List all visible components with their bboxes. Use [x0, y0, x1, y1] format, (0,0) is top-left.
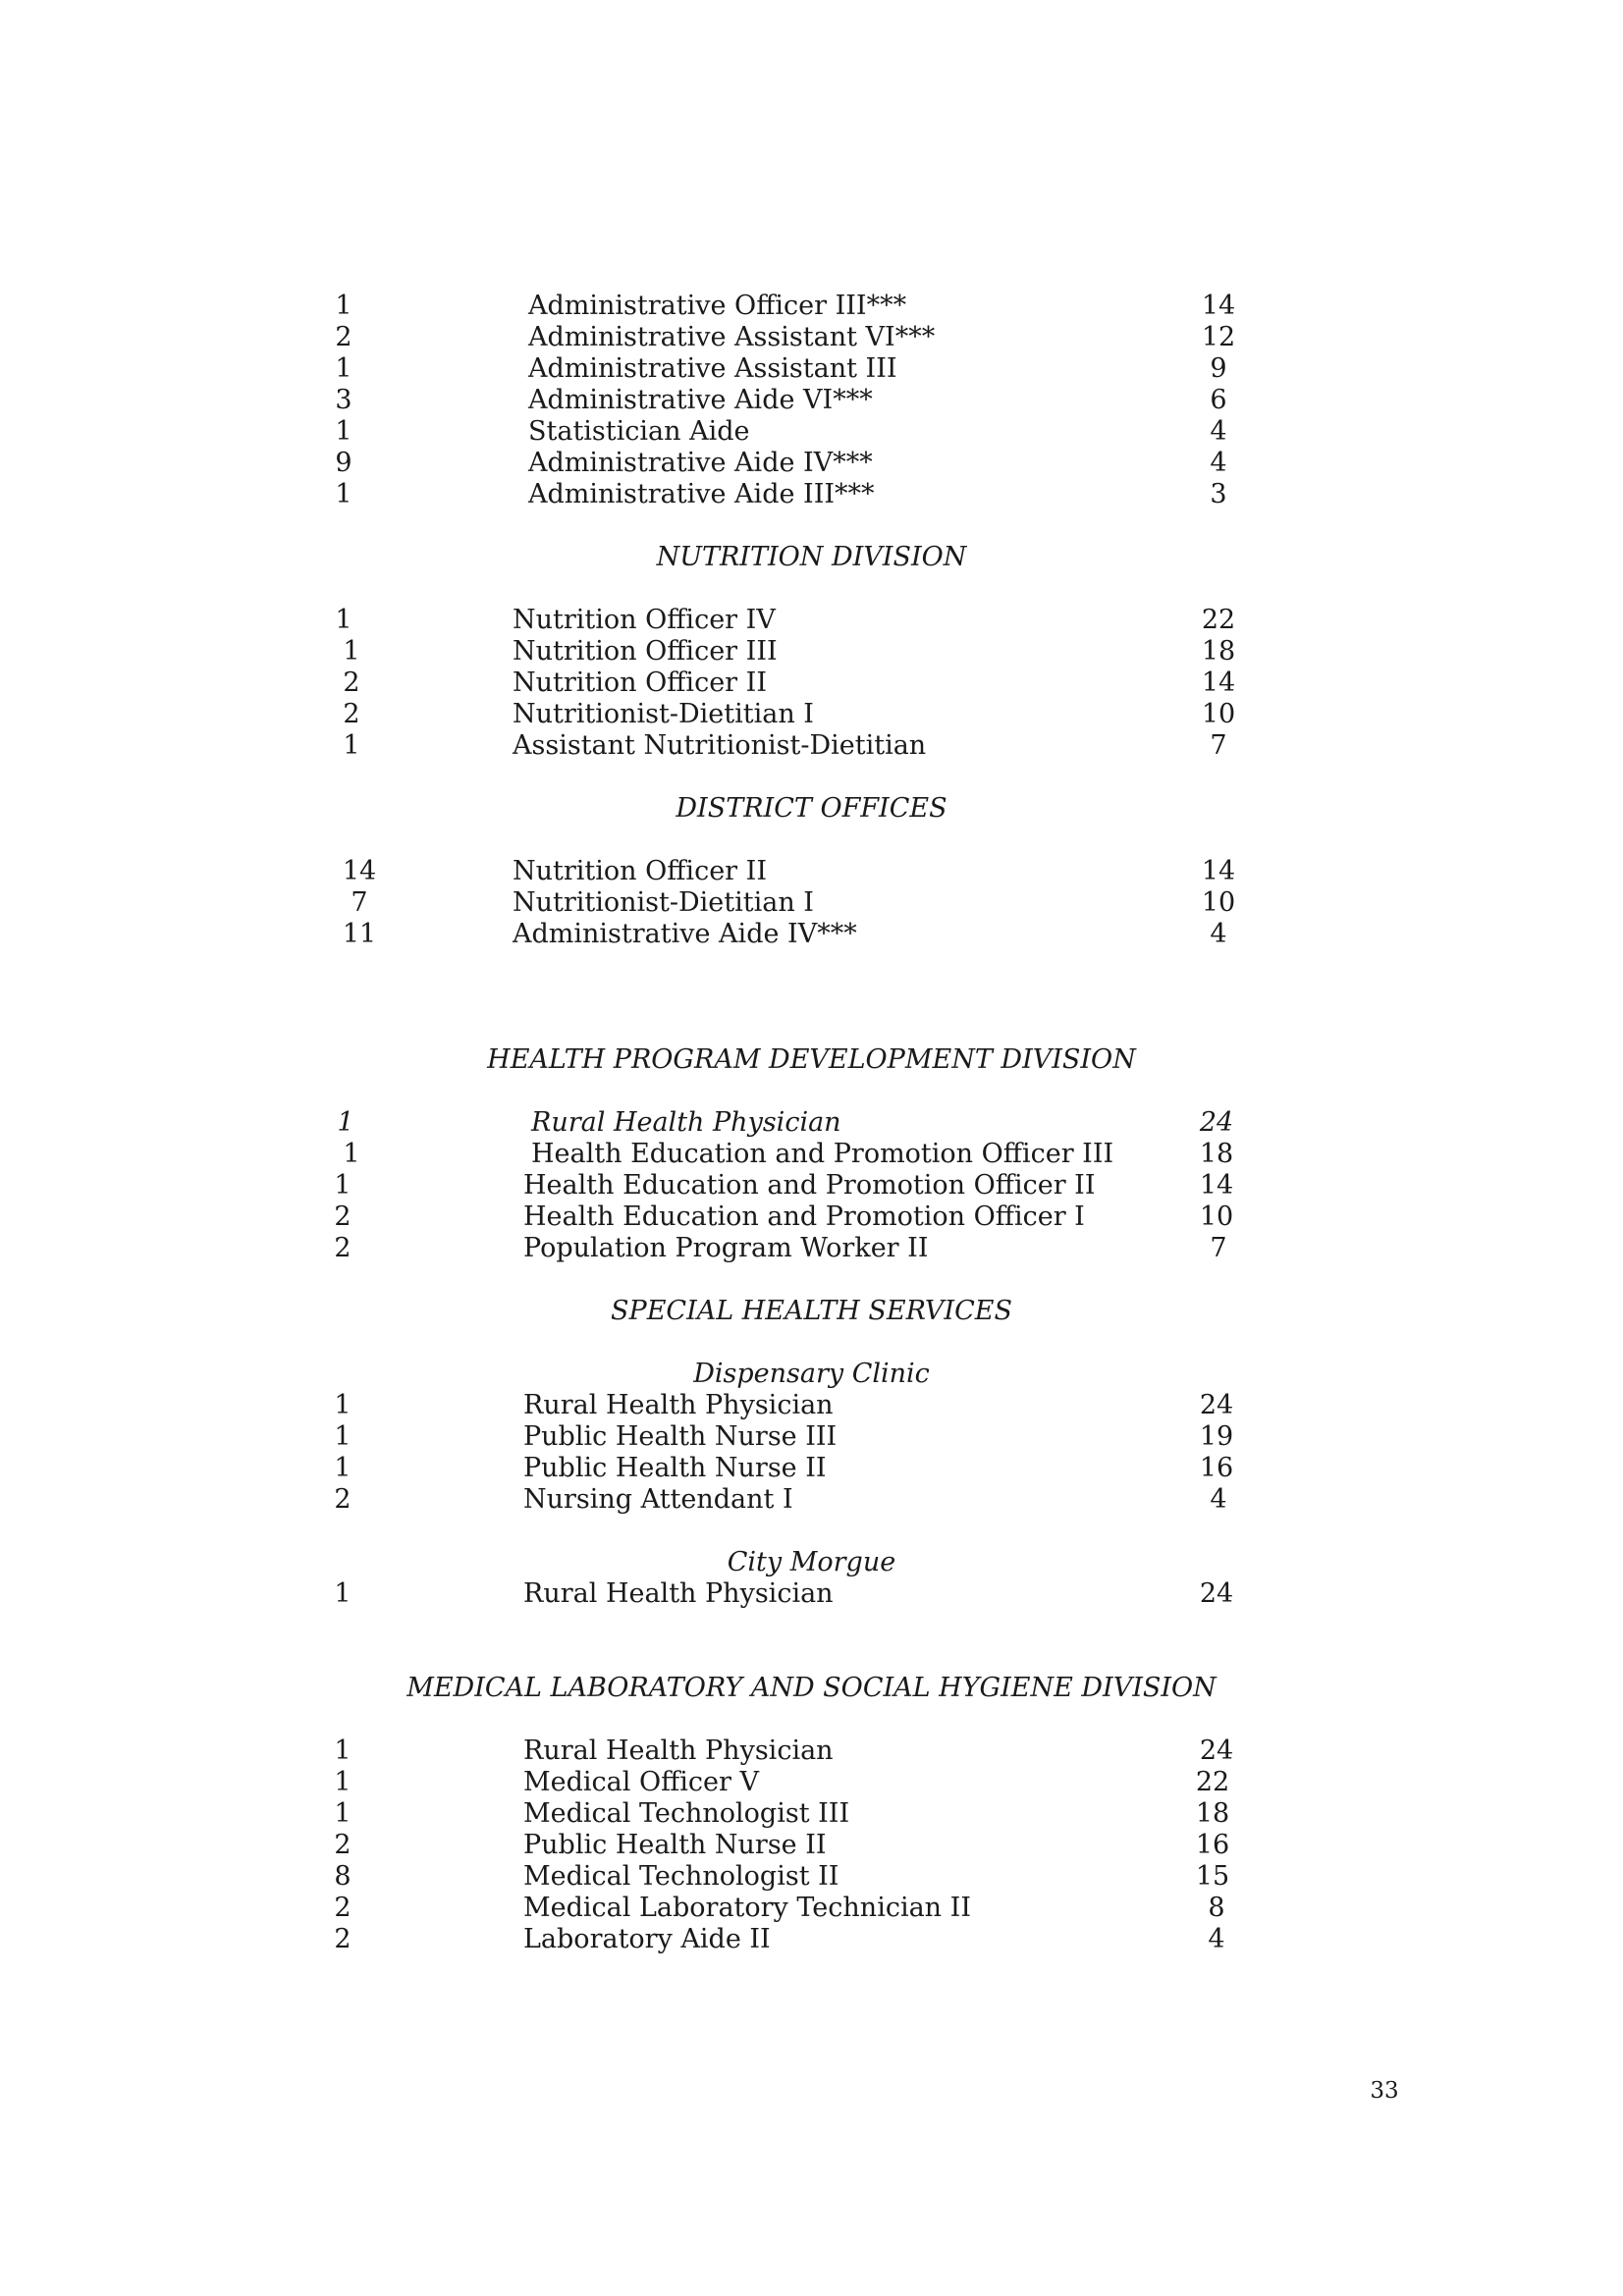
salary-grade: 24 — [1199, 1107, 1234, 1138]
salary-grade: 24 — [1199, 1390, 1234, 1420]
salary-grade: 4 — [1210, 416, 1227, 447]
position-title: Nutrition Officer IV — [513, 605, 776, 635]
salary-grade: 16 — [1195, 1830, 1230, 1860]
position-title: Rural Health Physician — [523, 1735, 834, 1766]
position-title: Nutrition Officer II — [513, 856, 767, 886]
quantity: 1 — [335, 479, 352, 509]
quantity: 7 — [351, 887, 368, 918]
position-title: Nutritionist-Dietitian I — [513, 887, 814, 918]
salary-grade: 12 — [1201, 322, 1236, 352]
position-title: Public Health Nurse II — [523, 1453, 827, 1483]
salary-grade: 10 — [1199, 1201, 1234, 1232]
table-row — [0, 1421, 1623, 1453]
table-row — [0, 1578, 1623, 1610]
quantity: 1 — [334, 1798, 352, 1829]
table-row — [0, 385, 1623, 416]
salary-grade: 4 — [1210, 1484, 1227, 1515]
quantity: 1 — [343, 636, 360, 667]
position-title: Assistant Nutritionist-Dietitian — [513, 730, 927, 761]
salary-grade: 8 — [1208, 1893, 1225, 1923]
quantity: 1 — [337, 1107, 354, 1138]
quantity: 2 — [334, 1830, 352, 1860]
table-row — [0, 291, 1623, 322]
salary-grade: 14 — [1201, 856, 1236, 886]
subsection-heading-city-morgue: City Morgue — [727, 1547, 896, 1577]
quantity: 1 — [334, 1767, 352, 1797]
subsection-heading-dispensary-clinic: Dispensary Clinic — [693, 1359, 930, 1389]
position-title: Administrative Aide VI*** — [528, 385, 873, 415]
quantity: 1 — [334, 1421, 352, 1452]
quantity: 1 — [343, 730, 360, 761]
table-row — [0, 1170, 1623, 1201]
position-title: Administrative Aide IV*** — [513, 919, 857, 949]
quantity: 2 — [334, 1233, 352, 1263]
table-row — [0, 1484, 1623, 1516]
table-row — [0, 416, 1623, 448]
position-title: Administrative Assistant III — [528, 353, 897, 384]
quantity: 1 — [335, 353, 352, 384]
salary-grade: 6 — [1210, 385, 1227, 415]
table-row — [0, 730, 1623, 762]
quantity: 9 — [335, 448, 352, 478]
table-row — [0, 1830, 1623, 1861]
quantity: 3 — [335, 385, 352, 415]
salary-grade: 7 — [1210, 730, 1227, 761]
salary-grade: 22 — [1195, 1767, 1230, 1797]
position-title: Medical Officer V — [523, 1767, 760, 1797]
section-heading-special-health-services: SPECIAL HEALTH SERVICES — [611, 1296, 1012, 1326]
table-row — [0, 667, 1623, 699]
salary-grade: 24 — [1199, 1578, 1234, 1609]
quantity: 2 — [343, 699, 360, 729]
position-title: Medical Laboratory Technician II — [523, 1893, 971, 1923]
salary-grade: 4 — [1210, 919, 1227, 949]
salary-grade: 14 — [1199, 1170, 1234, 1201]
position-title: Public Health Nurse III — [523, 1421, 838, 1452]
quantity: 1 — [334, 1578, 352, 1609]
section-heading-medical-laboratory-division: MEDICAL LABORATORY AND SOCIAL HYGIENE DIVISION — [406, 1673, 1217, 1703]
table-row — [0, 1390, 1623, 1421]
table-row — [0, 919, 1623, 950]
position-title: Public Health Nurse II — [523, 1830, 827, 1860]
position-title: Health Education and Promotion Officer III — [531, 1139, 1114, 1169]
position-title: Administrative Assistant VI*** — [528, 322, 936, 352]
position-title: Rural Health Physician — [531, 1107, 841, 1138]
table-row — [0, 605, 1623, 636]
table-row — [0, 1893, 1623, 1924]
quantity: 11 — [342, 919, 377, 949]
position-title: Statistician Aide — [528, 416, 750, 447]
quantity: 2 — [334, 1893, 352, 1923]
position-title: Medical Technologist III — [523, 1798, 850, 1829]
salary-grade: 18 — [1195, 1798, 1230, 1829]
section-heading-nutrition-division: NUTRITION DIVISION — [656, 542, 967, 572]
quantity: 14 — [342, 856, 377, 886]
table-row — [0, 353, 1623, 385]
position-title: Nursing Attendant I — [523, 1484, 793, 1515]
quantity: 2 — [334, 1924, 352, 1954]
salary-grade: 10 — [1201, 887, 1236, 918]
salary-grade: 22 — [1201, 605, 1236, 635]
salary-grade: 10 — [1201, 699, 1236, 729]
salary-grade: 18 — [1201, 636, 1236, 667]
table-row — [0, 1735, 1623, 1767]
table-row — [0, 1767, 1623, 1798]
quantity: 2 — [335, 322, 352, 352]
table-row — [0, 636, 1623, 667]
quantity: 2 — [334, 1201, 352, 1232]
salary-grade: 16 — [1199, 1453, 1234, 1483]
quantity: 1 — [334, 1735, 352, 1766]
position-title: Administrative Officer III*** — [528, 291, 907, 321]
salary-grade: 7 — [1210, 1233, 1227, 1263]
position-title: Nutritionist-Dietitian I — [513, 699, 814, 729]
quantity: 1 — [335, 416, 352, 447]
quantity: 1 — [334, 1170, 352, 1201]
table-row — [0, 699, 1623, 730]
salary-grade: 4 — [1208, 1924, 1225, 1954]
position-title: Administrative Aide IV*** — [528, 448, 873, 478]
quantity: 1 — [335, 291, 352, 321]
salary-grade: 14 — [1201, 291, 1236, 321]
salary-grade: 4 — [1210, 448, 1227, 478]
salary-grade: 19 — [1199, 1421, 1234, 1452]
page-number: 33 — [1370, 2078, 1399, 2104]
table-row — [0, 1861, 1623, 1893]
position-title: Health Education and Promotion Officer II — [523, 1170, 1096, 1201]
position-title: Administrative Aide III*** — [528, 479, 875, 509]
quantity: 1 — [334, 1453, 352, 1483]
table-row — [0, 1924, 1623, 1955]
position-title: Health Education and Promotion Officer I — [523, 1201, 1085, 1232]
salary-grade: 9 — [1210, 353, 1227, 384]
table-row — [0, 448, 1623, 479]
position-title: Rural Health Physician — [523, 1390, 834, 1420]
salary-grade: 24 — [1199, 1735, 1234, 1766]
quantity: 2 — [334, 1484, 352, 1515]
table-row — [0, 1139, 1623, 1170]
section-heading-district-offices: DISTRICT OFFICES — [676, 793, 947, 824]
salary-grade: 14 — [1201, 667, 1236, 698]
salary-grade: 15 — [1195, 1861, 1230, 1892]
table-row — [0, 887, 1623, 919]
position-title: Medical Technologist II — [523, 1861, 839, 1892]
section-heading-health-program-development-division: HEALTH PROGRAM DEVELOPMENT DIVISION — [487, 1044, 1136, 1075]
position-title: Laboratory Aide II — [523, 1924, 771, 1954]
table-row — [0, 1453, 1623, 1484]
salary-grade: 3 — [1210, 479, 1227, 509]
quantity: 2 — [343, 667, 360, 698]
position-title: Nutrition Officer III — [513, 636, 778, 667]
quantity: 1 — [334, 1390, 352, 1420]
table-row — [0, 479, 1623, 510]
table-row — [0, 1233, 1623, 1264]
position-title: Nutrition Officer II — [513, 667, 767, 698]
table-row — [0, 856, 1623, 887]
table-row — [0, 1798, 1623, 1830]
table-row — [0, 322, 1623, 353]
position-title: Rural Health Physician — [523, 1578, 834, 1609]
table-row — [0, 1107, 1623, 1139]
salary-grade: 18 — [1199, 1139, 1234, 1169]
quantity: 1 — [343, 1139, 360, 1169]
quantity: 8 — [334, 1861, 352, 1892]
position-title: Population Program Worker II — [523, 1233, 929, 1263]
table-row — [0, 1201, 1623, 1233]
quantity: 1 — [335, 605, 352, 635]
